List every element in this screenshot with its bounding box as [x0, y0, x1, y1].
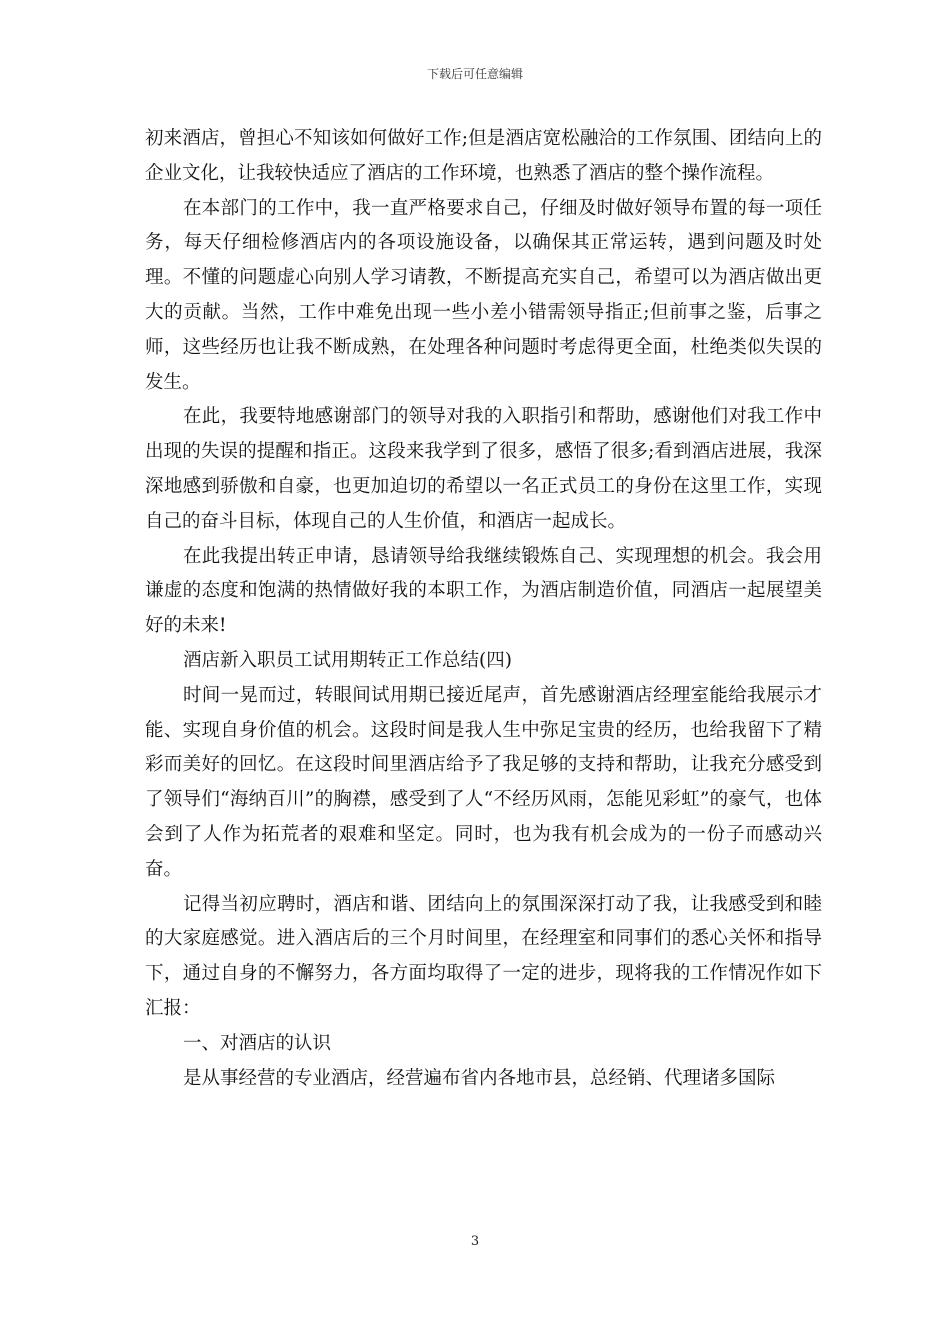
paragraph-3: 在此，我要特地感谢部门的领导对我的入职指引和帮助，感谢他们对我工作中出现的失误的提醒和指正。这段来我学到了很多，感悟了很多;看到酒店进展，我深深地感到骄傲和自豪，也更加迫切的希望以一名正式员工的身份在这里工作，实现自己的奋斗目标，体现自己的人生价值，和酒店一起成长。 [145, 406, 822, 532]
paragraph-5: 时间一晃而过，转眼间试用期已接近尾声，首先感谢酒店经理室能给我展示才能、实现自身价值的机会。这段时间是我人生中弥足宝贵的经历，也给我留下了精彩而美好的回忆。在这段时间里酒店给予了我足够的支持和帮助，让我充分感受到了领导们“海纳百川”的胸襟，感受到了人“不经历风雨，怎能见彩虹”的豪气，也体会到了人作为拓荒者的艰难和坚定。同时，也为我有机会成为的一份子而感动兴奋。 [145, 684, 822, 880]
paragraph-2: 在本部门的工作中，我一直严格要求自己，仔细及时做好领导布置的每一项任务，每天仔细检修酒店内的各项设施设备，以确保其正常运转，遇到问题及时处理。不懂的问题虚心向别人学习请教，不断提高充实自己，希望可以为酒店做出更大的贡献。当然，工作中难免出现一些小差小错需领导指正;但前事之鉴，后事之师，这些经历也让我不断成熟，在处理各种问题时考虑得更全面，杜绝类似失误的发生。 [145, 197, 822, 393]
paragraph-6: 记得当初应聘时，酒店和谐、团结向上的氛围深深打动了我，让我感受到和睦的大家庭感觉。进入酒店后的三个月时间里，在经理室和同事们的悉心关怀和指导下，通过自身的不懈努力，各方面均取得了一定的进步，现将我的工作情况作如下汇报： [145, 893, 822, 1019]
paragraph-4: 在此我提出转正申请，恳请领导给我继续锻炼自己、实现理想的机会。我会用谦虚的态度和饱满的热情做好我的本职工作，为酒店制造价值，同酒店一起展望美好的未来! [145, 545, 822, 637]
subsection-heading: 一、对酒店的认识 [183, 1032, 332, 1054]
page-number: 3 [470, 1234, 480, 1249]
page-header: 下载后可任意编辑 [426, 67, 523, 81]
paragraph-7: 是从事经营的专业酒店，经营遍布省内各地市县，总经销、代理诸多国际 [183, 1067, 776, 1089]
paragraph-1: 初来酒店，曾担心不知该如何做好工作;但是酒店宽松融洽的工作氛围、团结向上的企业文化，让我较快适应了酒店的工作环境，也熟悉了酒店的整个操作流程。 [145, 128, 822, 184]
section-title: 酒店新入职员工试用期转正工作总结(四) [183, 649, 512, 671]
document-body [145, 122, 822, 1096]
